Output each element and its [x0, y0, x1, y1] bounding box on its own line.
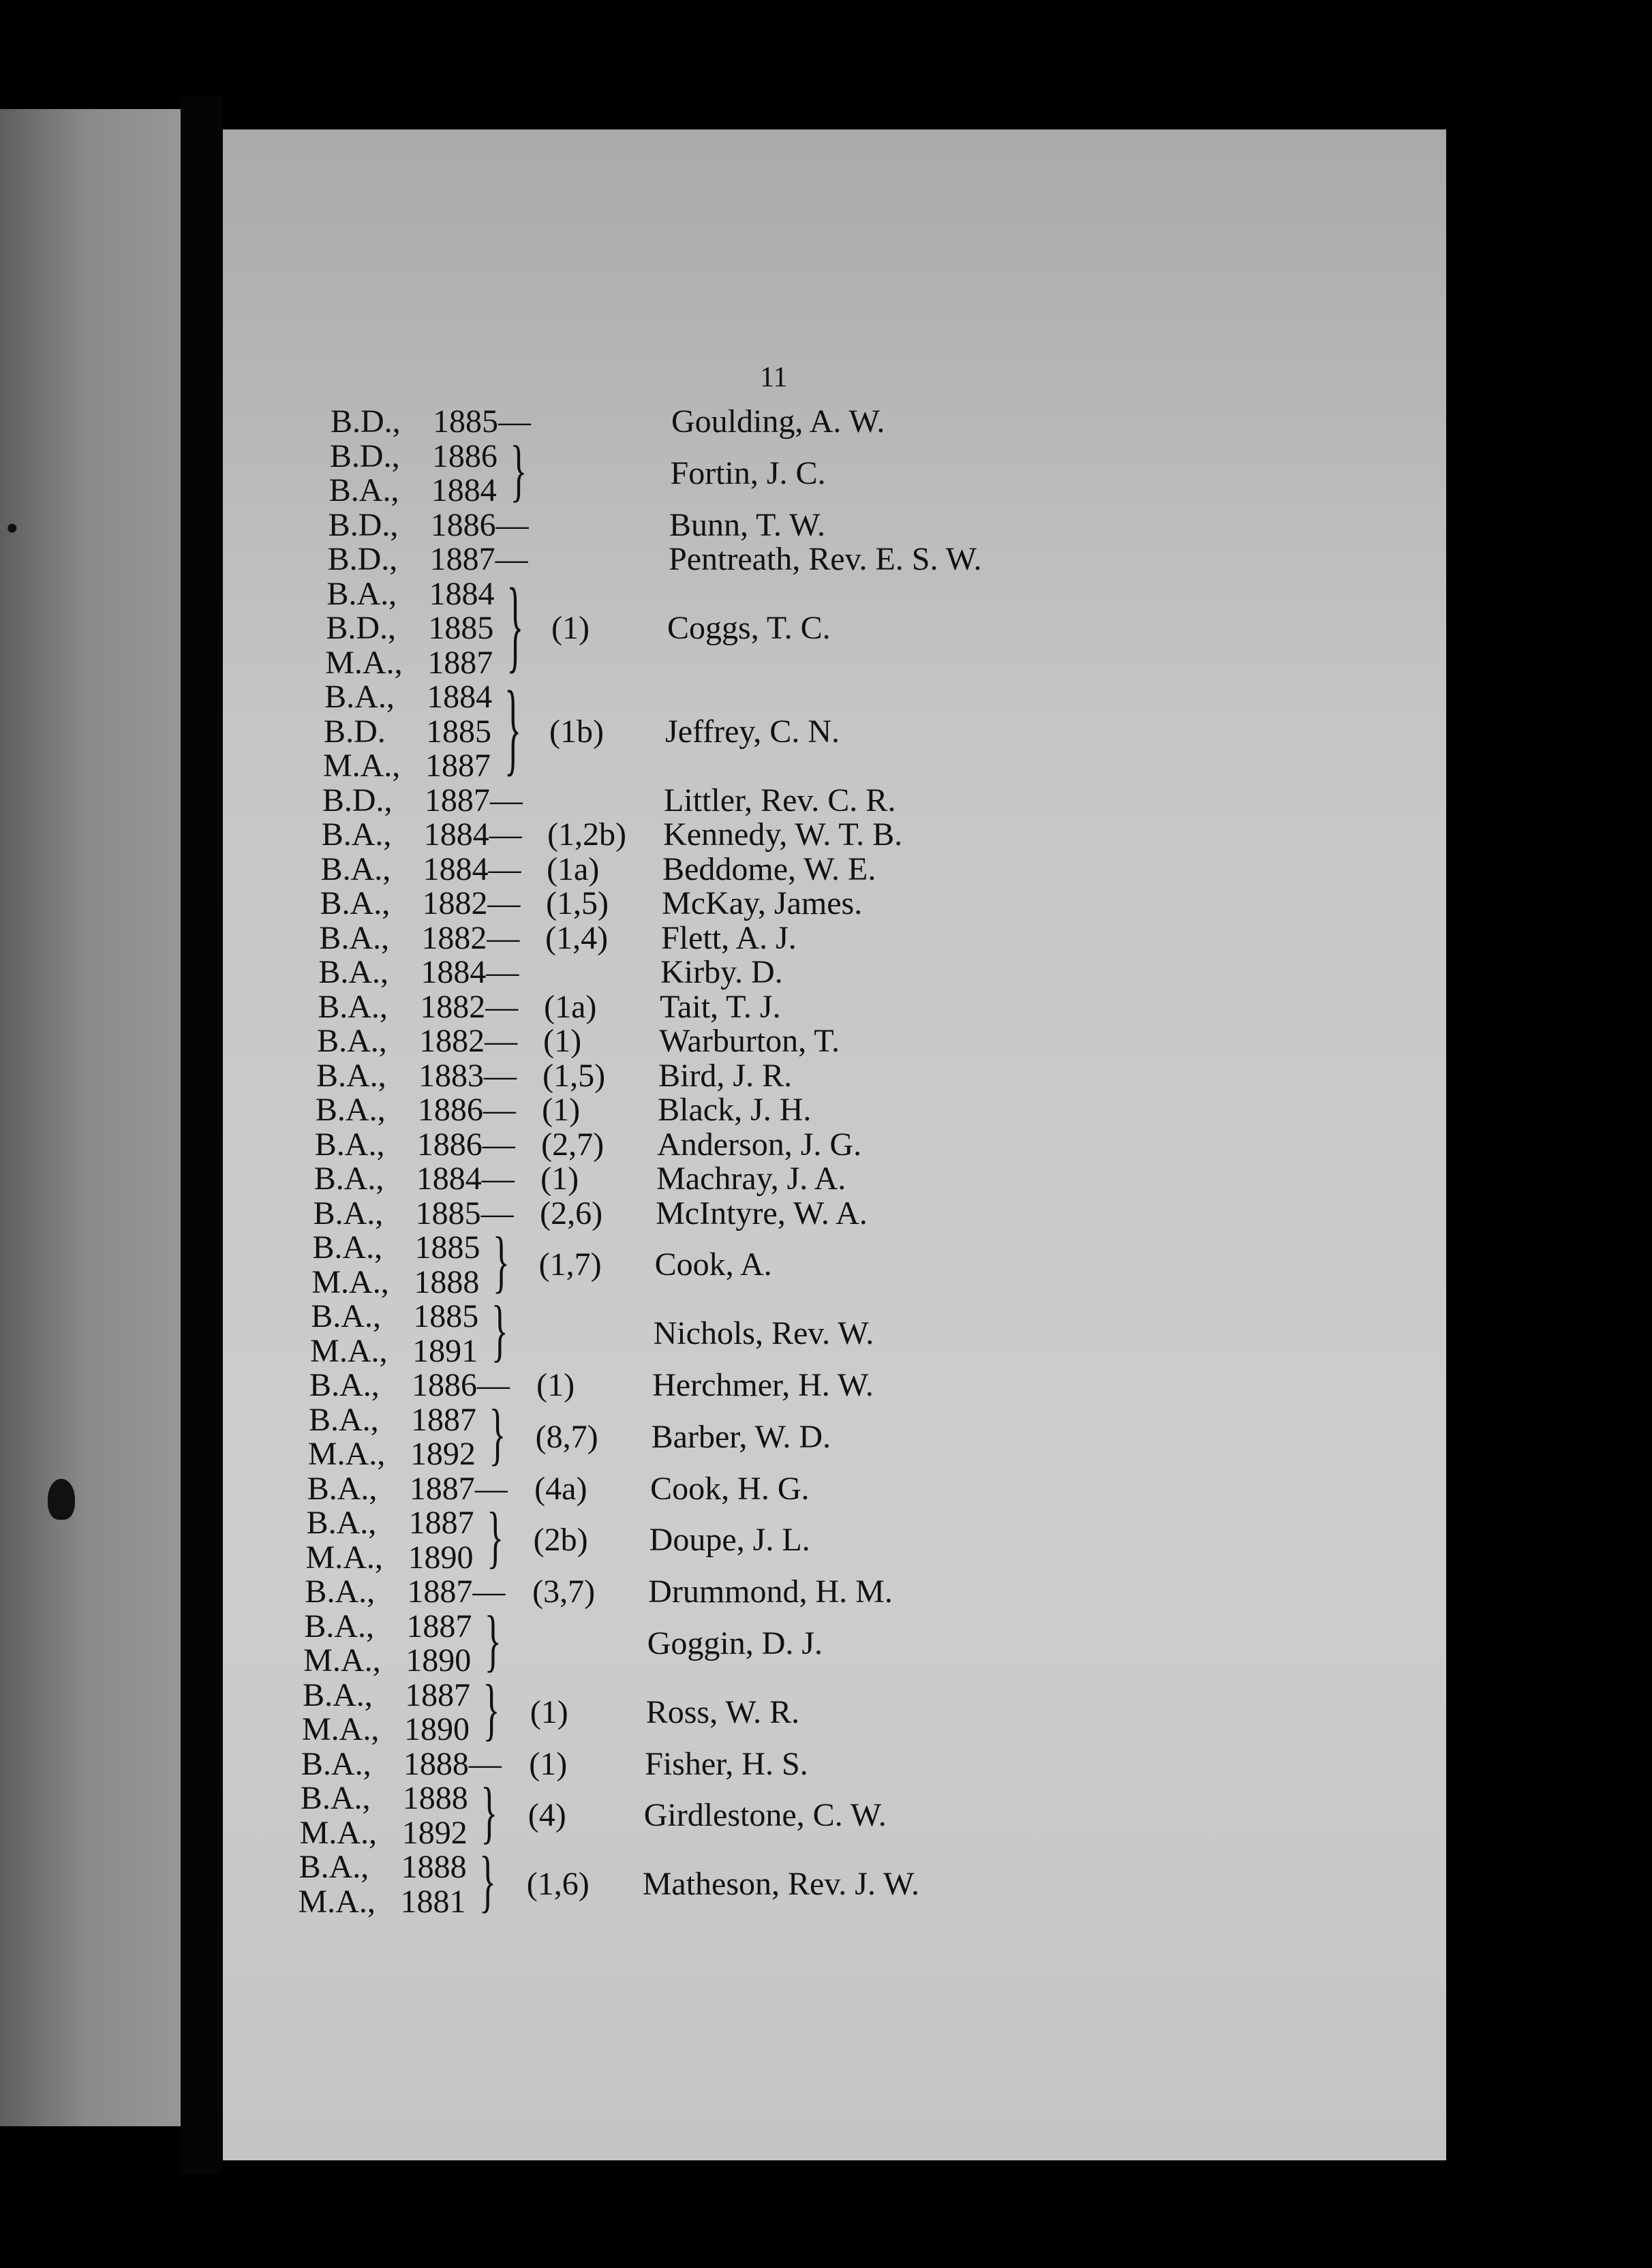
degree-year: 1887 [405, 1676, 471, 1713]
grouping-brace: } [510, 433, 527, 509]
degree-year: 1886— [412, 1367, 510, 1403]
reference-note: (4a) [534, 1470, 587, 1507]
degree-year: 1887— [429, 541, 528, 577]
degree-year: 1881 [400, 1883, 466, 1920]
graduate-name: Jeffrey, C. N. [665, 713, 840, 750]
grouping-brace: } [491, 1293, 508, 1370]
reference-note: (1,5) [546, 885, 609, 921]
degree-year: 1882— [420, 988, 519, 1025]
degree-year: 1892 [401, 1814, 468, 1851]
degree-year: 1882— [421, 919, 520, 956]
graduate-name: Ross, W. R. [645, 1694, 800, 1730]
graduate-name: Bunn, T. W. [669, 506, 825, 543]
graduate-name: Goggin, D. J. [647, 1625, 823, 1661]
graduate-name: Flett, A. J. [661, 919, 797, 956]
reference-note: (1) [536, 1367, 575, 1403]
degree-label: B.A., [326, 575, 397, 612]
graduate-name: Fisher, H. S. [645, 1745, 808, 1782]
degree-year: 1887— [409, 1470, 508, 1507]
degree-year: 1892 [410, 1436, 476, 1472]
degree-label: B.D., [327, 541, 398, 577]
graduate-name: Cook, H. G. [650, 1470, 810, 1507]
degree-label: B.A., [305, 1574, 376, 1610]
graduate-name: Pentreath, Rev. E. S. W. [669, 541, 982, 577]
degree-label: B.A., [301, 1745, 371, 1782]
degree-label: B.A., [317, 1023, 387, 1059]
graduate-name: Anderson, J. G. [657, 1126, 862, 1163]
reference-note: (2b) [533, 1522, 588, 1559]
degree-label: B.D., [331, 403, 401, 440]
degree-year: 1882— [422, 885, 521, 921]
degree-year: 1884— [423, 850, 521, 887]
degree-year: 1887 [406, 1608, 472, 1644]
degree-year: 1886— [416, 1126, 515, 1163]
degree-label: B.A., [318, 954, 388, 990]
degree-year: 1887 [427, 644, 493, 681]
reference-note: (1) [529, 1745, 568, 1782]
degree-label: B.A., [314, 1126, 385, 1163]
graduate-name: Littler, Rev. C. R. [664, 782, 896, 818]
grouping-brace: } [492, 1225, 510, 1301]
degree-label: B.D., [326, 610, 397, 646]
degree-label: B.A., [321, 816, 392, 853]
degree-year: 1884 [431, 472, 497, 508]
degree-year: 1885 [413, 1298, 479, 1334]
reference-note: (8,7) [535, 1418, 598, 1455]
degree-label: B.A., [303, 1676, 373, 1713]
page-number: 11 [760, 362, 788, 393]
degree-year: 1886— [417, 1092, 516, 1128]
left-page-fragment: . [3, 465, 22, 548]
reference-note: (1) [551, 610, 590, 646]
reference-note: (1,4) [545, 919, 609, 956]
degree-year: 1891 [412, 1332, 478, 1369]
grouping-brace: } [489, 1396, 506, 1473]
graduate-name: Girdlestone, C. W. [643, 1797, 887, 1834]
degree-label: B.D. [324, 713, 386, 750]
degree-year: 1886— [430, 506, 529, 543]
reference-note: (1a) [544, 988, 597, 1025]
degree-year: 1887 [410, 1401, 476, 1438]
degree-label: B.A., [316, 1057, 386, 1094]
degree-label: B.A., [299, 1849, 369, 1885]
graduate-name: Doupe, J. L. [649, 1522, 810, 1559]
degree-label: B.A., [306, 1505, 377, 1541]
degree-year: 1884 [429, 575, 495, 612]
reference-note: (1) [540, 1161, 579, 1197]
graduate-name: Nichols, Rev. W. [653, 1315, 874, 1352]
graduate-name: Kennedy, W. T. B. [663, 816, 903, 853]
degree-label: M.A., [299, 1814, 378, 1851]
graduate-name: Coggs, T. C. [667, 610, 831, 646]
degree-year: 1887— [424, 782, 523, 818]
degree-label: B.A., [324, 679, 395, 715]
graduate-name: Bird, J. R. [658, 1057, 793, 1094]
reference-note: (1) [530, 1694, 568, 1730]
degree-year: 1888 [414, 1263, 480, 1300]
degree-year: 1882— [419, 1023, 518, 1059]
degree-year: 1885 [426, 713, 492, 750]
degree-label: M.A., [322, 748, 401, 784]
degree-year: 1887 [408, 1505, 474, 1541]
degree-label: B.A., [312, 1229, 383, 1266]
grouping-brace: } [506, 568, 524, 684]
graduate-name: Beddome, W. E. [662, 850, 876, 887]
reference-note: (1,5) [542, 1057, 606, 1094]
degree-label: M.A., [325, 644, 403, 681]
graduate-name: McIntyre, W. A. [656, 1195, 868, 1231]
degree-label: M.A., [302, 1711, 380, 1747]
graduate-name: Drummond, H. M. [648, 1574, 893, 1610]
degree-label: B.A., [319, 919, 390, 956]
grouping-brace: } [479, 1844, 496, 1920]
degree-year: 1885— [415, 1195, 514, 1231]
graduate-name: Fortin, J. C. [670, 455, 826, 491]
graduate-name: Warburton, T. [659, 1023, 840, 1059]
degree-label: M.A., [310, 1332, 388, 1369]
degree-year: 1884 [427, 679, 493, 715]
degree-year: 1888 [402, 1780, 468, 1816]
graduate-name: Tait, T. J. [660, 988, 781, 1025]
degree-label: M.A., [307, 1436, 386, 1472]
degree-label: B.A., [313, 1195, 384, 1231]
reference-note: (1,2b) [547, 816, 627, 853]
degree-label: B.A., [304, 1608, 374, 1644]
graduate-name: Goulding, A. W. [671, 403, 885, 440]
reference-note: (1a) [547, 850, 600, 887]
reference-note: (4) [527, 1797, 566, 1834]
degree-year: 1883— [418, 1057, 517, 1094]
grouping-brace: } [483, 1672, 500, 1748]
degree-year: 1884— [420, 954, 519, 990]
grouping-brace: } [484, 1603, 502, 1679]
degree-year: 1885 [428, 610, 494, 646]
degree-label: B.A., [320, 885, 391, 921]
degree-label: B.A., [328, 472, 399, 508]
reference-note: (1) [543, 1023, 582, 1059]
degree-year: 1890 [406, 1642, 472, 1679]
graduate-name: Machray, J. A. [656, 1161, 846, 1197]
degree-label: B.A., [318, 988, 388, 1025]
degree-label: M.A., [303, 1642, 381, 1679]
degree-label: B.A., [308, 1401, 379, 1438]
degree-label: B.A., [313, 1161, 384, 1197]
reference-note: (1,7) [538, 1246, 602, 1283]
degree-label: M.A., [311, 1263, 389, 1300]
graduate-name: Barber, W. D. [651, 1418, 831, 1455]
graduate-name: Herchmer, H. W. [652, 1367, 874, 1403]
degree-label: M.A., [305, 1539, 383, 1576]
degree-label: B.D., [328, 506, 399, 543]
graduate-name: Cook, A. [654, 1246, 772, 1283]
reference-note: (1,6) [526, 1866, 590, 1903]
graduate-name: Kirby. D. [660, 954, 783, 990]
degree-year: 1886 [431, 438, 498, 474]
grouping-brace: } [504, 672, 522, 787]
degree-year: 1890 [404, 1711, 470, 1747]
graduate-name: McKay, James. [662, 885, 863, 921]
reference-note: (1) [542, 1092, 581, 1128]
degree-year: 1885— [433, 403, 531, 440]
degree-year: 1888— [403, 1745, 502, 1782]
degree-year: 1887— [407, 1574, 506, 1610]
degree-label: B.A., [315, 1092, 386, 1128]
degree-label: B.D., [322, 782, 393, 818]
degree-label: M.A., [298, 1883, 376, 1920]
graduate-name: Matheson, Rev. J. W. [642, 1866, 919, 1903]
degree-label: B.A., [300, 1780, 371, 1816]
degree-label: B.A., [307, 1470, 378, 1507]
reference-note: (2,7) [541, 1126, 605, 1163]
degree-year: 1888 [401, 1849, 467, 1885]
degree-label: B.A., [311, 1298, 381, 1334]
degree-label: B.A., [309, 1367, 380, 1403]
reference-note: (2,6) [540, 1195, 603, 1231]
degree-label: B.A., [320, 850, 391, 887]
grouping-brace: } [480, 1775, 498, 1852]
reference-note: (1b) [549, 713, 605, 750]
degree-year: 1890 [408, 1539, 474, 1576]
degree-label: B.D., [329, 438, 400, 474]
degree-year: 1887 [425, 748, 491, 784]
grouping-brace: } [487, 1500, 504, 1576]
degree-year: 1885 [414, 1229, 480, 1266]
degree-year: 1884— [416, 1161, 515, 1197]
reference-note: (3,7) [532, 1574, 596, 1610]
graduate-name: Black, J. H. [658, 1092, 812, 1128]
degree-year: 1884— [423, 816, 522, 853]
